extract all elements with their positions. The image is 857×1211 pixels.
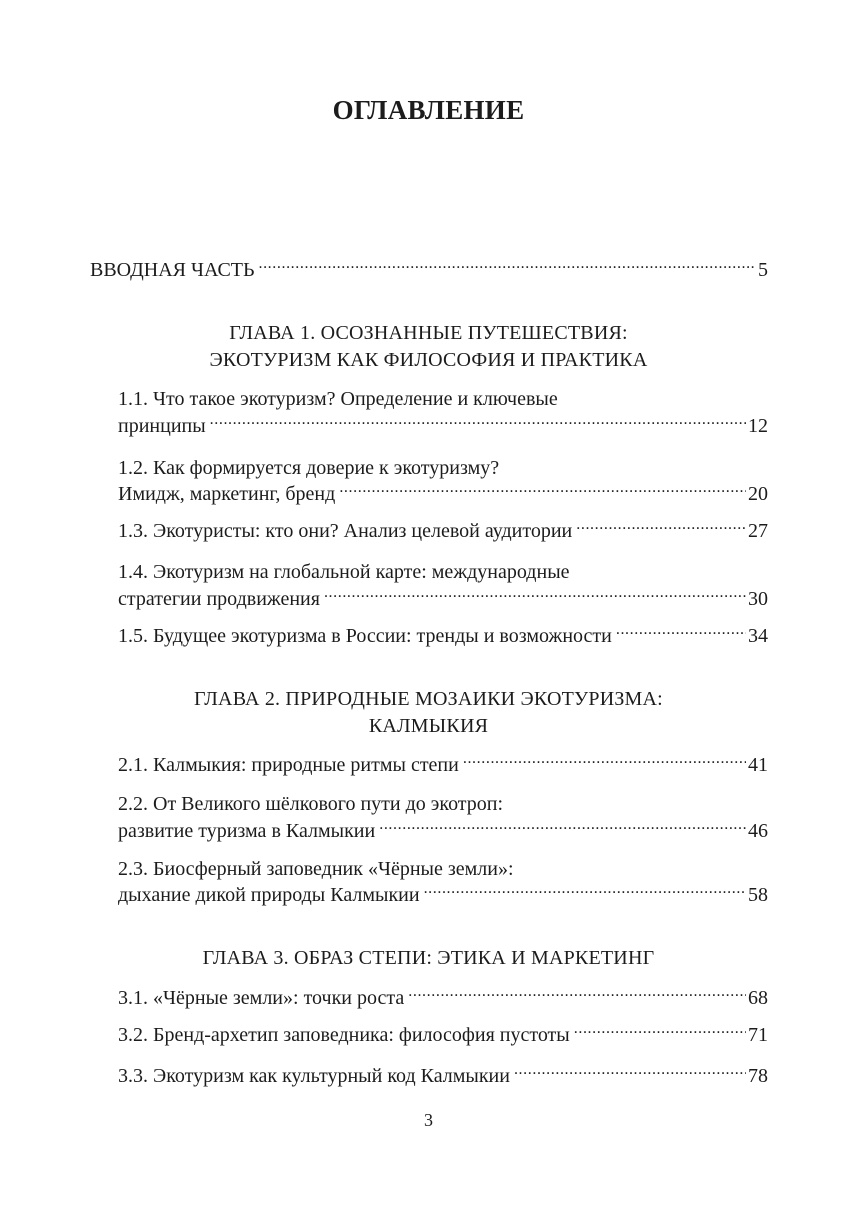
toc-entry-label: Имидж, маркетинг, бренд bbox=[118, 483, 336, 505]
toc-page-number: 58 bbox=[748, 884, 768, 906]
toc-page-number: 30 bbox=[748, 588, 768, 610]
toc-entry-label: 3.3. Экотуризм как культурный код Калмыкии bbox=[118, 1065, 510, 1087]
toc-entry-label: ВВОДНАЯ ЧАСТЬ bbox=[90, 259, 255, 281]
toc-entry-2-2[interactable] bbox=[118, 817, 768, 845]
toc-page-number: 78 bbox=[748, 1065, 768, 1087]
dot-leader bbox=[210, 412, 746, 432]
dot-leader bbox=[339, 480, 746, 500]
toc-page-number: 5 bbox=[758, 259, 768, 281]
toc-page-number: 27 bbox=[748, 520, 768, 542]
toc-entry-2-2-line-1[interactable]: 2.2. От Великого шёлкового пути до экотроп: bbox=[118, 793, 504, 815]
toc-entry-2-3-line-1[interactable]: 2.3. Биосферный заповедник «Чёрные земли»: bbox=[118, 858, 514, 880]
dot-leader bbox=[424, 881, 746, 901]
chapter-1-heading-line-1: ГЛАВА 1. ОСОЗНАННЫЕ ПУТЕШЕСТВИЯ: bbox=[229, 322, 628, 344]
toc-entry-3-3[interactable] bbox=[118, 1062, 768, 1090]
chapter-1-heading-line-2: ЭКОТУРИЗМ КАК ФИЛОСОФИЯ И ПРАКТИКА bbox=[209, 349, 648, 371]
dot-leader bbox=[514, 1062, 746, 1082]
toc-entry-label: 1.5. Будущее экотуризма в России: тренды и возможности bbox=[118, 625, 612, 647]
toc-entry-label: развитие туризма в Калмыкии bbox=[118, 820, 376, 842]
toc-entry-1-1[interactable] bbox=[118, 412, 768, 440]
toc-entry-1-2-line-1[interactable]: 1.2. Как формируется доверие к экотуризму? bbox=[118, 457, 500, 479]
dot-leader bbox=[324, 585, 746, 605]
toc-entry-label: 2.1. Калмыкия: природные ритмы степи bbox=[118, 754, 459, 776]
toc-entry-label: 3.1. «Чёрные земли»: точки роста bbox=[118, 987, 405, 1009]
toc-entry-label: 1.3. Экотуристы: кто они? Анализ целевой аудитории bbox=[118, 520, 573, 542]
toc-page-number: 20 bbox=[748, 483, 768, 505]
chapter-3-heading: ГЛАВА 3. ОБРАЗ СТЕПИ: ЭТИКА И МАРКЕТИНГ bbox=[202, 947, 655, 969]
page-title: ОГЛАВЛЕНИЕ bbox=[332, 95, 525, 125]
toc-page-number: 71 bbox=[748, 1024, 768, 1046]
toc-entry-2-3[interactable] bbox=[118, 881, 768, 909]
dot-leader bbox=[379, 817, 746, 837]
toc-entry-2-1[interactable] bbox=[118, 751, 768, 779]
toc-entry-label: принципы bbox=[118, 415, 206, 437]
dot-leader bbox=[616, 622, 746, 642]
toc-entry-label: 3.2. Бренд-архетип заповедника: философия пустоты bbox=[118, 1024, 570, 1046]
toc-entry-intro[interactable] bbox=[90, 256, 768, 284]
toc-page-number: 12 bbox=[748, 415, 768, 437]
chapter-2-heading-line-1: ГЛАВА 2. ПРИРОДНЫЕ МОЗАИКИ ЭКОТУРИЗМА: bbox=[194, 688, 663, 710]
page-number: 3 bbox=[424, 1110, 433, 1130]
toc-page-number: 34 bbox=[748, 625, 768, 647]
toc-entry-1-3[interactable] bbox=[118, 517, 768, 545]
toc-page-number: 41 bbox=[748, 754, 768, 776]
toc-entry-label: дыхание дикой природы Калмыкии bbox=[118, 884, 420, 906]
toc-entry-1-2[interactable] bbox=[118, 480, 768, 508]
toc-entry-3-2[interactable] bbox=[118, 1021, 768, 1049]
toc-entry-1-4[interactable] bbox=[118, 585, 768, 613]
dot-leader bbox=[576, 517, 746, 537]
toc-entry-3-1[interactable] bbox=[118, 984, 768, 1012]
dot-leader bbox=[408, 984, 746, 1004]
dot-leader bbox=[258, 256, 756, 276]
toc-entry-1-5[interactable] bbox=[118, 622, 768, 650]
chapter-2-heading-line-2: КАЛМЫКИЯ bbox=[368, 715, 489, 737]
dot-leader bbox=[574, 1021, 746, 1041]
toc-entry-1-4-line-1[interactable]: 1.4. Экотуризм на глобальной карте: международные bbox=[118, 561, 570, 583]
toc-page-number: 46 bbox=[748, 820, 768, 842]
toc-entry-label: стратегии продвижения bbox=[118, 588, 320, 610]
toc-entry-1-1-line-1[interactable]: 1.1. Что такое экотуризм? Определение и ключевые bbox=[118, 388, 558, 410]
dot-leader bbox=[463, 751, 746, 771]
toc-page-number: 68 bbox=[748, 987, 768, 1009]
